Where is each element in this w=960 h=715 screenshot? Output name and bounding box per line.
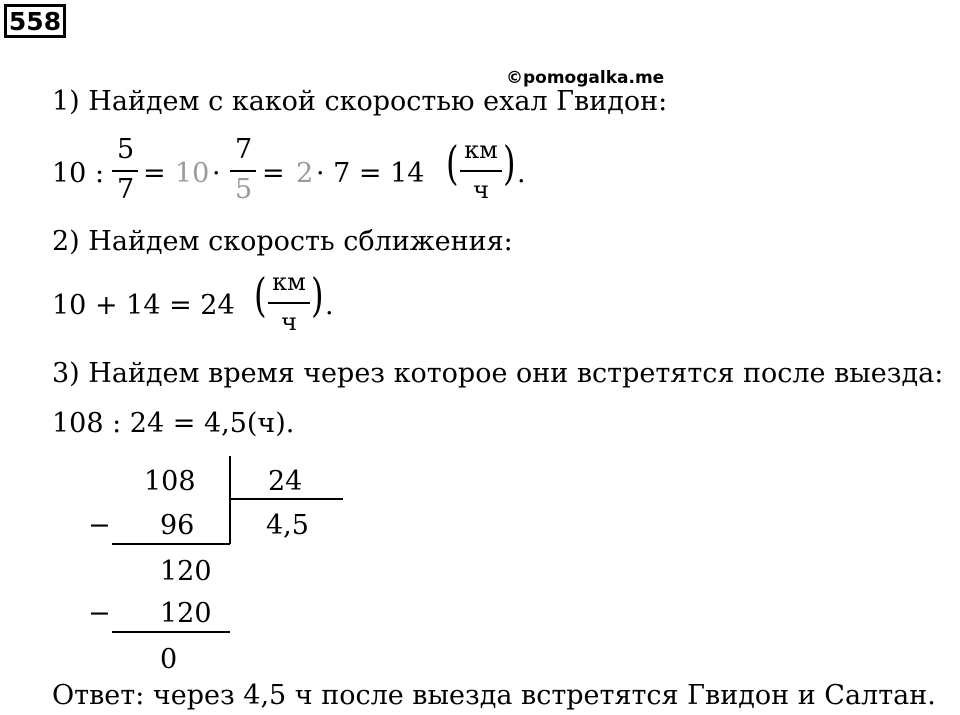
divisor: 24 (268, 466, 303, 497)
step3-equation: 108 : 24 = 4,5(ч). (52, 408, 295, 439)
left-paren: ( (254, 268, 267, 322)
equals-sign: = (262, 158, 285, 189)
unit-fraction-km-h (460, 138, 502, 208)
unit-denominator: ч (281, 308, 297, 336)
step3-heading: 3) Найдем время через которое они встретятся после выезда: (52, 358, 944, 389)
subtraction-line-2 (112, 631, 230, 633)
equals-sign: = (143, 158, 166, 189)
quotient: 4,5 (266, 510, 309, 541)
gray-ten: 10 (175, 158, 210, 189)
remainder-final: 0 (160, 644, 178, 675)
fraction-numerator: 7 (235, 134, 253, 165)
gray-two: 2 (296, 158, 314, 189)
unit-fraction-km-h (268, 270, 310, 340)
problem-number: 558 (4, 4, 66, 38)
fraction-denominator-gray: 5 (235, 174, 253, 205)
step2-heading: 2) Найдем скорость сближения: (52, 226, 513, 257)
unit-numerator: км (272, 268, 306, 296)
fraction-5-7 (112, 136, 138, 206)
step1-heading: 1) Найдем с какой скоростью ехал Гвидон: (52, 86, 668, 117)
eq-part-a: 10 : (52, 158, 105, 189)
dot-operator: · (212, 158, 221, 189)
fraction-bar (230, 170, 256, 172)
left-paren: ( (446, 136, 459, 190)
dividend: 108 (144, 466, 196, 497)
unit-denominator: ч (473, 176, 489, 204)
fraction-numerator: 5 (117, 134, 135, 165)
fraction-denominator: 7 (117, 174, 135, 205)
subtrahend-2: 120 (160, 598, 212, 629)
fraction-bar (268, 302, 310, 304)
right-paren: ) (311, 268, 324, 322)
division-vertical-line (229, 456, 231, 544)
subtrahend-1: 96 (160, 510, 195, 541)
period: . (325, 290, 334, 321)
watermark: ©pomogalka.me (506, 68, 665, 88)
remainder-1: 120 (160, 556, 212, 587)
eq-sum: 10 + 14 = 24 (52, 290, 235, 321)
unit-numerator: км (464, 136, 498, 164)
eq-part-d: · 7 = 14 (316, 158, 425, 189)
fraction-bar (460, 170, 502, 172)
period: . (517, 158, 526, 189)
fraction-bar (112, 170, 138, 172)
minus-sign: − (88, 510, 111, 541)
divisor-underline (229, 498, 343, 500)
subtraction-line-1 (112, 543, 230, 545)
answer-text: Ответ: через 4,5 ч после выезда встретятся Гвидон и Салтан. (52, 680, 936, 711)
minus-sign: − (88, 598, 111, 629)
fraction-7-5 (230, 136, 256, 206)
right-paren: ) (503, 136, 516, 190)
